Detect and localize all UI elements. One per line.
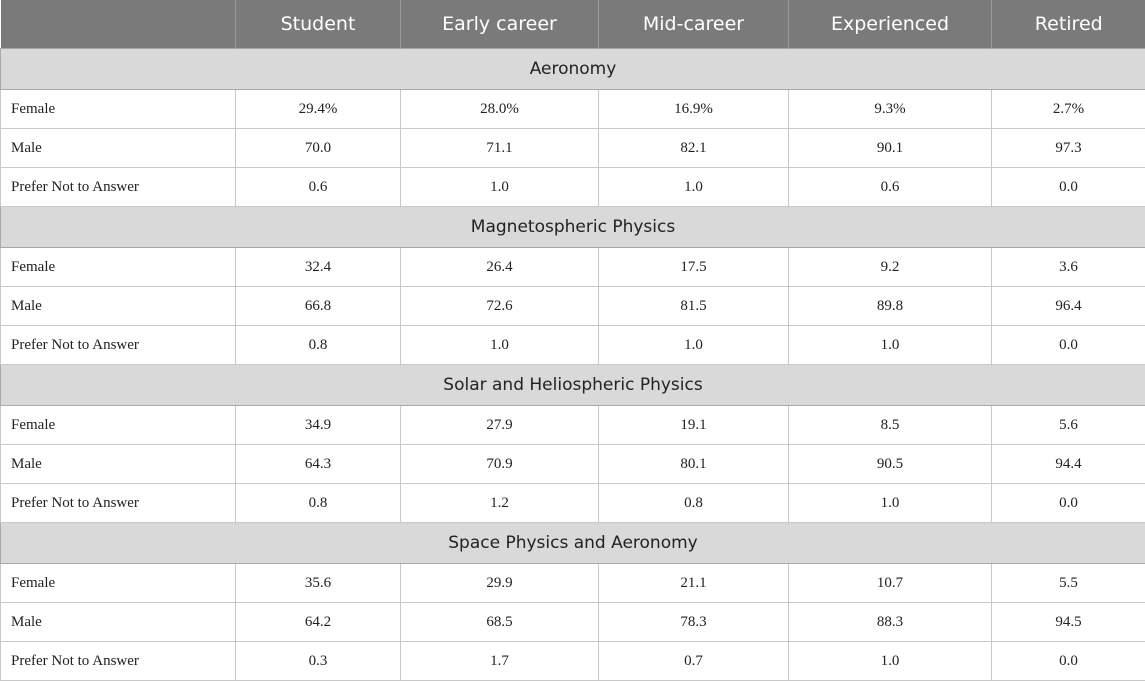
value-cell: 2.7%	[992, 90, 1145, 129]
value-cell: 0.7	[599, 642, 789, 681]
value-cell: 21.1	[599, 564, 789, 603]
value-cell: 80.1	[599, 445, 789, 484]
section-title: Aeronomy	[1, 49, 1145, 90]
value-cell: 82.1	[599, 129, 789, 168]
value-cell: 97.3	[992, 129, 1145, 168]
value-cell: 0.6	[789, 168, 992, 207]
section-title: Magnetospheric Physics	[1, 207, 1145, 248]
row-label: Prefer Not to Answer	[1, 484, 236, 523]
value-cell: 89.8	[789, 287, 992, 326]
value-cell: 68.5	[401, 603, 599, 642]
value-cell: 1.0	[789, 642, 992, 681]
value-cell: 81.5	[599, 287, 789, 326]
value-cell: 29.9	[401, 564, 599, 603]
value-cell: 3.6	[992, 248, 1145, 287]
table-row	[1, 484, 1145, 523]
value-cell: 0.0	[992, 168, 1145, 207]
value-cell: 9.3%	[789, 90, 992, 129]
row-label: Prefer Not to Answer	[1, 168, 236, 207]
section-row	[1, 207, 1145, 248]
row-label: Male	[1, 445, 236, 484]
row-label: Male	[1, 287, 236, 326]
value-cell: 0.0	[992, 484, 1145, 523]
value-cell: 90.1	[789, 129, 992, 168]
table-row	[1, 129, 1145, 168]
value-cell: 0.0	[992, 642, 1145, 681]
table-row	[1, 406, 1145, 445]
value-cell: 1.0	[599, 168, 789, 207]
value-cell: 64.3	[236, 445, 401, 484]
value-cell: 1.0	[789, 484, 992, 523]
row-label: Female	[1, 406, 236, 445]
section-row	[1, 365, 1145, 406]
section-title: Space Physics and Aeronomy	[1, 523, 1145, 564]
value-cell: 64.2	[236, 603, 401, 642]
value-cell: 72.6	[401, 287, 599, 326]
table-row	[1, 287, 1145, 326]
header-cell-empty	[1, 0, 236, 49]
value-cell: 10.7	[789, 564, 992, 603]
value-cell: 1.2	[401, 484, 599, 523]
value-cell: 0.6	[236, 168, 401, 207]
value-cell: 5.5	[992, 564, 1145, 603]
value-cell: 32.4	[236, 248, 401, 287]
value-cell: 0.3	[236, 642, 401, 681]
value-cell: 5.6	[992, 406, 1145, 445]
header-cell-retired: Retired	[992, 0, 1145, 49]
value-cell: 17.5	[599, 248, 789, 287]
table-row	[1, 603, 1145, 642]
value-cell: 26.4	[401, 248, 599, 287]
value-cell: 29.4%	[236, 90, 401, 129]
table-row	[1, 168, 1145, 207]
table-row	[1, 326, 1145, 365]
header-cell-mid-career: Mid-career	[599, 0, 789, 49]
value-cell: 16.9%	[599, 90, 789, 129]
row-label: Male	[1, 129, 236, 168]
table-header	[1, 0, 1145, 49]
value-cell: 27.9	[401, 406, 599, 445]
value-cell: 8.5	[789, 406, 992, 445]
row-label: Prefer Not to Answer	[1, 326, 236, 365]
header-cell-early-career: Early career	[401, 0, 599, 49]
value-cell: 70.0	[236, 129, 401, 168]
value-cell: 35.6	[236, 564, 401, 603]
value-cell: 1.0	[599, 326, 789, 365]
section-row	[1, 523, 1145, 564]
value-cell: 94.5	[992, 603, 1145, 642]
table-row	[1, 90, 1145, 129]
section-title: Solar and Heliospheric Physics	[1, 365, 1145, 406]
value-cell: 94.4	[992, 445, 1145, 484]
section-row	[1, 49, 1145, 90]
value-cell: 90.5	[789, 445, 992, 484]
value-cell: 71.1	[401, 129, 599, 168]
value-cell: 1.0	[401, 326, 599, 365]
value-cell: 28.0%	[401, 90, 599, 129]
row-label: Female	[1, 564, 236, 603]
table-row	[1, 564, 1145, 603]
header-row	[1, 0, 1145, 49]
value-cell: 78.3	[599, 603, 789, 642]
value-cell: 96.4	[992, 287, 1145, 326]
value-cell: 1.0	[789, 326, 992, 365]
value-cell: 66.8	[236, 287, 401, 326]
value-cell: 1.0	[401, 168, 599, 207]
table-body	[1, 49, 1145, 681]
row-label: Prefer Not to Answer	[1, 642, 236, 681]
table-row	[1, 248, 1145, 287]
row-label: Female	[1, 248, 236, 287]
value-cell: 0.0	[992, 326, 1145, 365]
row-label: Male	[1, 603, 236, 642]
value-cell: 0.8	[236, 484, 401, 523]
value-cell: 19.1	[599, 406, 789, 445]
value-cell: 88.3	[789, 603, 992, 642]
table-row	[1, 445, 1145, 484]
value-cell: 0.8	[236, 326, 401, 365]
value-cell: 0.8	[599, 484, 789, 523]
header-cell-student: Student	[236, 0, 401, 49]
row-label: Female	[1, 90, 236, 129]
value-cell: 1.7	[401, 642, 599, 681]
value-cell: 34.9	[236, 406, 401, 445]
header-cell-experienced: Experienced	[789, 0, 992, 49]
value-cell: 9.2	[789, 248, 992, 287]
value-cell: 70.9	[401, 445, 599, 484]
